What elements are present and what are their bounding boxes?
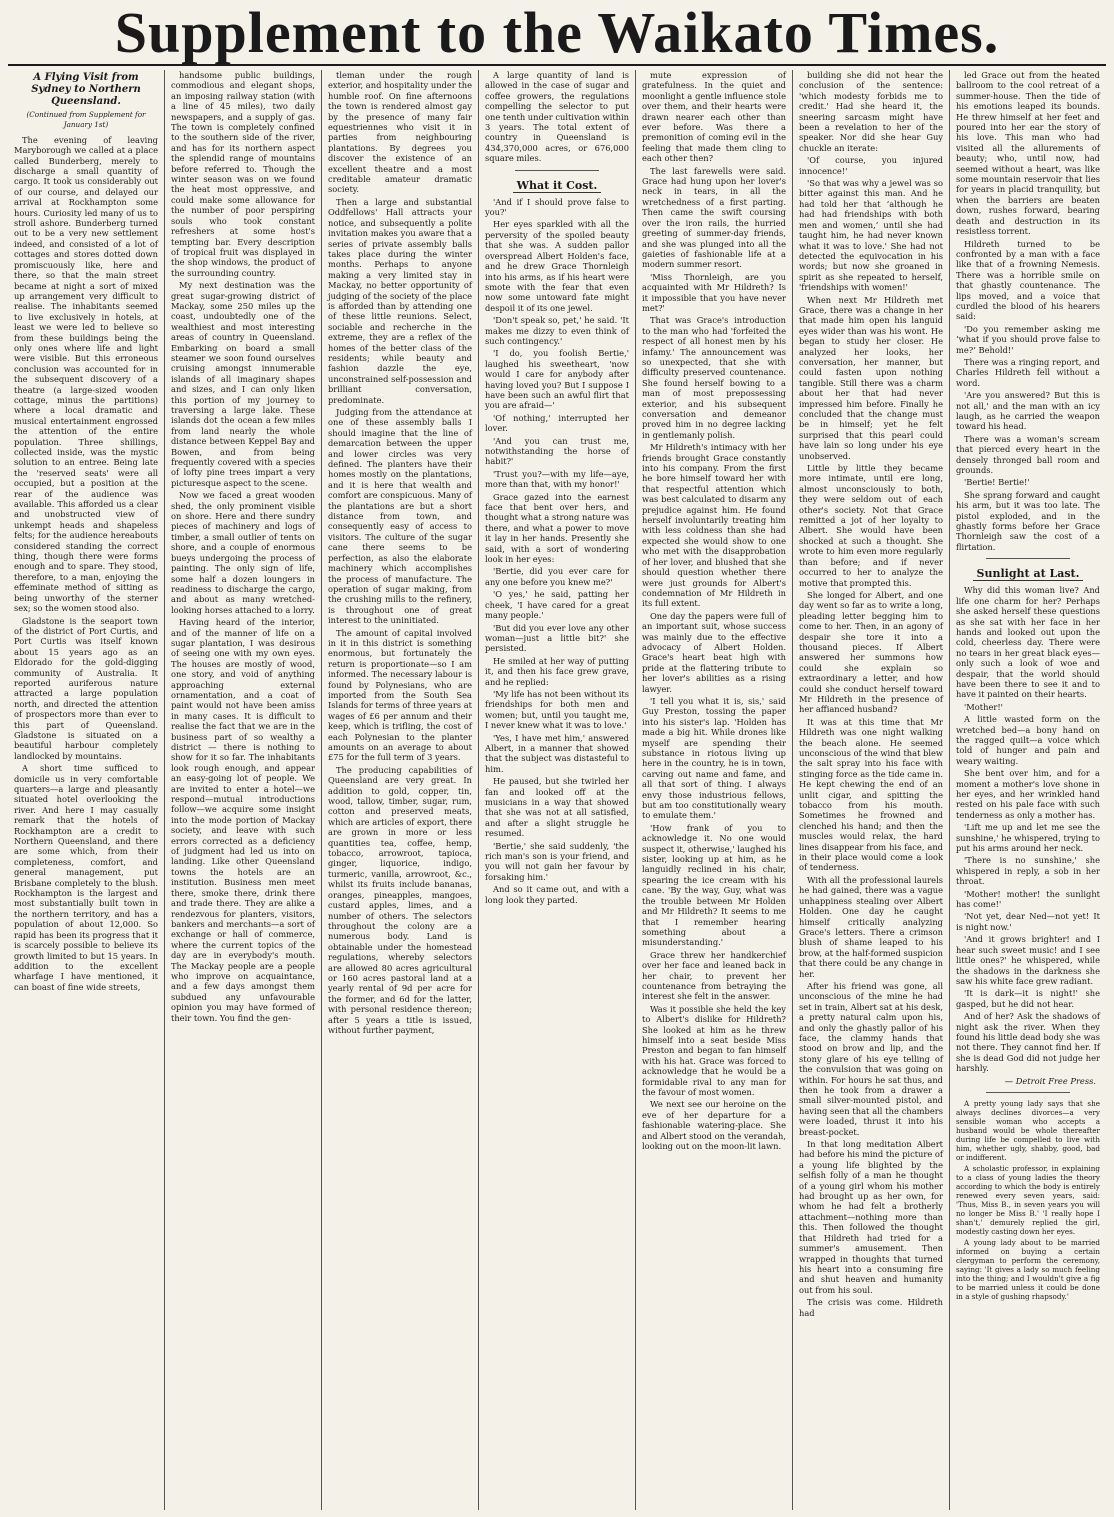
paragraph: 'Of course, you injured innocence!' (799, 155, 943, 176)
paragraph: 'Bertie,' she said suddenly, 'the rich man's son is your friend, and you will not gain her favour by forsaking him.' (485, 840, 629, 882)
paragraph: And of her? Ask the shadows of night ask the river. When they found his little dead body she was not there. They cannot find her. If she is dead God did not judge her harshly. (956, 1011, 1100, 1074)
article-body (14, 135, 158, 992)
paragraph: mute expression of gratefulness. In the quiet and moonlight a gentle influence stole over them, and their hearts were drawn nearer each other than ever before. Was there a premonition of coming evil in the feeling that made them cling to each other then? (642, 70, 786, 164)
paragraph: Why did this woman live? And life one charm for her? Perhaps she asked herself these questions as she sat with her face in her hands and looked out upon the cold, cheerless day. There were no tears in her great black eyes—only such a look of woe and despair, that the world should have been there to see it and to have it painted on their hearts. (956, 585, 1100, 700)
article-title: A Flying Visit from Sydney to Northern Queensland. (31, 72, 141, 107)
paragraph: There was a ringing report, and Charles Hildreth fell without a word. (956, 356, 1100, 388)
paragraph: 'Yes, I have met him,' answered Albert, in a manner that showed that the subject was distasteful to him. (485, 732, 629, 774)
story-body (799, 70, 943, 1318)
column-3 (321, 70, 478, 1510)
paragraph: He paused, but she twirled her fan and looked off at the musicians in a way that showed that she was not at all satisfied, and after a slight struggle he resumed. (485, 776, 629, 839)
paragraph: 'Mother! mother! the sunlight has come!' (956, 888, 1100, 910)
paragraph: When next Mr Hildreth met Grace, there was a change in her that made him open his languid eyes wider than was his wont. He began to study her closer. He analyzed her looks, her conversation, her manner, but could fasten upon nothing tangible. Still there was a charm about her that had never impressed him before. Finally he concluded that the change must be in himself; yet he felt surprised that this pearl could have lain so long under his eye unobserved. (799, 294, 943, 461)
paragraph: That was Grace's introduction to the man who had 'forfeited the respect of all honest men by his infamy.' The announcement was so unexpected, that she with difficulty preserved countenance. She found herself bowing to a man of most prepossessing exterior, and his subsequent conversation and demeanor proved him in no degree lacking in gentlemanly polish. (642, 315, 786, 440)
paragraph: handsome public buildings, commodious and elegant shops, an imposing railway station (with a line of 45 miles), two daily newspapers, and a supply of gas. The town is completely confined to the southern side of the river, and has for its northern aspect the splendid range of mountains before referred to. Though the winter season was on we found the heat most oppressive, and could make some allowance for the number of poor perspiring souls who took constant refreshers at some host's tempting bar. Every description of tropical fruit was displayed in the shop windows, the product of the surrounding country. (171, 70, 315, 278)
paragraph: 'But did you ever love any other woman—just a little bit?' she persisted. (485, 622, 629, 654)
paragraph: A pretty young lady says that she always declines divorces—a very sensible woman who accepts a husband would be whole thereafter during life be compelled to live with him, whether ugly, shabby, good, bad or indifferent. (956, 1098, 1100, 1162)
paragraph: building she did not hear the conclusion of the sentence: 'which modesty forbids me to credit.' Had she heard it, the sneering sarcasm might have been a revelation to her of the speaker. Nor did she hear Guy chuckle an iterate: (799, 70, 943, 153)
paragraph: tleman under the rough exterior, and hospitality under the humble roof. On fine afternoons the town is rendered almost gay by the presence of many fair equestriennes who visit it in parties from neighbouring plantations. By degrees you discover the existence of an excellent theatre and a most creditable amateur dramatic society. (328, 70, 472, 195)
paragraph: 'Don't speak so, pet,' he said. 'It makes me dizzy to even think of such contingency.' (485, 315, 629, 346)
paragraph: Grace threw her handkerchief over her face and leaned back in her chair, to prevent her countenance from betraying the interest she felt in the answer. (642, 949, 786, 1002)
paragraph: It was at this time that Mr Hildreth was one night walking the beach alone. He seemed unconscious of the wind that blew the salt spray into his face with stinging force as the tide came in. He kept chewing the end of an unlit cigar, and spitting the tobacco from his mouth. Sometimes he frowned and clenched his hand; and then the muscles would relax, the hard lines disappear from his face, and in their place would come a look of tenderness. (799, 716, 944, 873)
paragraph: She bent over him, and for a moment a mother's love shone in her eyes, and her wrinkled hand rested on his pale face with such tenderness as only a mother has. (956, 768, 1100, 820)
paragraph: 'Of nothing,' interrupted her lover. (485, 412, 629, 434)
article-body (171, 70, 315, 1023)
story-body (485, 197, 629, 905)
paragraph: In that long meditation Albert had before his mind the picture of a young life blighted by the selfish folly of a man he thought of a young girl whom his mother had brought up as her own, for whom he had felt a brotherly attachment—nothing more than this. Then followed the thought that Hildreth had tried for a summer's amusement. Then wrapped in thoughts that turned his heart into a consuming fire and shut heaven and humanity out from his soul. (799, 1139, 943, 1295)
article-body (328, 70, 472, 1035)
paragraph: Having heard of the interior, and of the manner of life on a sugar plantation, I was desirous of seeing one with my own eyes. The houses are mostly of wood, one story, and void of anything approaching external ornamentation, and a coat of paint would not have been amiss in many cases. It is difficult to realise the fact that we are in the business part of so wealthy a district — there is nothing to show for it so far. The inhabitants look rough enough, and appear an easy-going lot of people. We are invited to enter a hotel—we respond—mutual introductions follow—we acquire some insight into the mode portion of Mackay society, and leave with such errors corrected as a deficiency of judgment had led us into on landing. Like other Queensland towns the hotels are an institution. Business men meet there, smoke there, drink there and trade there. They are alike a rendezvous for planters, visitors, bankers and merchants—a sort of exchange or hall of commerce, where the current topics of the day are in everybody's mouth. The Mackay people are a people who improve on acquaintance, and a few days amongst them subdued any unfavourable opinion you may have formed of their town. You find the gen- (171, 617, 315, 1023)
paragraph: My next destination was the great sugar-growing district of Mackay, some 250 miles up the coast, undoubtedly one of the wealthiest and most interesting areas of country in Queensland. Embarking on board a small steamer we soon found ourselves cruising amongst innumerable islands of all imaginary shapes and sizes, and I can only liken this portion of my journey to traversing a large lake. These islands dot the ocean a few miles from land nearly the whole distance between Keppel Bay and Bowen, and from being frequently covered with a species of lofty pine trees impart a very picturesque aspect to the scene. (171, 280, 315, 488)
paragraph: Mr Hildreth's intimacy with her friends brought Grace constantly into his company. From the first he bore himself toward her with that respectful attention which was best calculated to disarm any prejudice against him. He found herself involuntarily treating him with less coldness than she had expected she would show to one who met with the disapprobation of her lover, and blushed that she should question whether there were just grounds for Albert's condemnation of Mr Hildreth in its full extent. (642, 442, 786, 609)
paragraph: 'Bertie! Bertie!' (964, 477, 1030, 488)
paragraph: The last farewells were said. Grace had hung upon her lover's neck in tears, in all the wretchedness of a first parting. Then came the swift coursing over the iron rails, the hurried greeting of summer-day friends, and she was plunged into all the gaieties of fashionable life at a modern summer resort. (642, 165, 786, 270)
paragraph: 'So that was why a jewel was so bitter against this man. And he had told her that ‘although he had had friendships with both men and women,’ until she had taught him, he had never known what it was to love.' She had not detected the equivocation in his words; but now she groaned in spirit as she repeated to herself, 'friendships with women!' (799, 178, 943, 293)
paragraph: One day the papers were full of an important suit, whose success was mainly due to the effective advocacy of Albert Holden. Grace's heart beat high with pride at the flattering tribute to her lover's abilities as a rising lawyer. (642, 610, 786, 694)
paragraph: 'Do you remember asking me ‘what if you should prove false to me?’ Behold!' (956, 323, 1100, 355)
paragraph: A scholastic professor, in explaining to a class of young ladies the theory according to which the body is entirely renewed every seven years, said: 'Thus, Miss B., in seven years you will no longer be Miss B.' 'I really hope I shan't,' demurely replied the girl, modestly casting down her eyes. (956, 1163, 1100, 1236)
paragraph: Now we faced a great wooden shed, the only prominent visible on shore. Here and there sundry pieces of machinery and logs of timber, a small outlier of tents on shore, and a couple of enormous bueys undergoing the process of painting. The only sign of life, some half a dozen loungers in readiness to discharge the cargo, and about as many wretched-looking horses attached to a lorry. (171, 490, 315, 615)
paragraph: Her eyes sparkled with all the perversity of the spoiled beauty that she was. A sudden pallor overspread Albert Holden's face, and he drew Grace Thornleigh into his arms, as if his heart were smote with the fear that even now some untoward fate might despoil it of its one jewel. (485, 219, 629, 313)
paragraph: We next see our heroine on the eve of her departure for a fashionable watering-place. She and Albert stood on the verandah, looking out on the moon-lit lawn. (642, 1099, 786, 1152)
paragraph: 'Lift me up and let me see the sunshine,' he whispered, trying to put his arms around her neck. (956, 822, 1100, 854)
paragraph: Hildreth turned to be confronted by a man with a face like that of a frowning Nemesis. There was a horrible smile on that ghastly countenance. The lips moved, and a voice that curdled the blood of his hearers said: (956, 238, 1100, 322)
paragraph: Grace gazed into the earnest face that bent over hers, and thought what a strong nature was there, and what a power to move it lay in her hands. Presently she said, with a sort of wondering look in her eyes: (485, 491, 629, 565)
source-credit: — Detroit Free Press. (1004, 1075, 1096, 1086)
column-6 (792, 70, 949, 1510)
section-divider (515, 170, 599, 171)
paragraph: Then a large and substantial Oddfellows' Hall attracts your notice, and subsequently a polite invitation makes you aware that a series of private assembly balls takes place during the winter months. Perhaps to anyone making a very limited stay in Mackay, no better opportunity of judging of the society of the place is afforded than by attending one of these little reunions. Select, sociable and recherche in the extreme, they are a reflex of the homes of the better class of the residents; while beauty and fashion dazzle the eye, unconstrained self-possession and brilliant conversation, predominate. (328, 196, 472, 405)
paragraph: The producing capabilities of Queensland are very great. In addition to gold, copper, tin, wood, tallow, timber, sugar, rum, cotton and preserved meats, which are articles of export, there are grown in more or less quantities tea, coffee, hemp, tobacco, arrowroot, tapioca, ginger, liquorice, indigo, turmeric, vanilla, arrowroot, &c., whilst its fruits include bananas, oranges, pineapples, mangoes, custard apples, limes, and a number of others. The selectors throughout the colony are a numerous body. Land is obtainable under the homestead regulations, whereby selectors are allowed 80 acres agricultural or 160 acres pastoral land at a yearly rental of 9d per acre for the former, and 6d for the latter, with personal residence thereon; after 5 years a title is issued, without further payment, (328, 764, 472, 1035)
paragraph: There was a woman's scream that pierced every heart in the densely thronged ball room and grounds. (956, 433, 1100, 476)
section-heading (485, 179, 629, 193)
column-2 (164, 70, 321, 1510)
paragraph: She sprang forward and caught his arm, but it was too late. The pistol exploded, and in the ghastly forms before her Grace Thornleigh saw the cost of a flirtation. (956, 489, 1100, 552)
paragraph: The evening of leaving Maryborough we called at a place called Bunderberg, merely to discharge a small quantity of cargo. It took us considerably out of our course, and delayed our arrival at Rockhampton some hours. Curiosity led many of us to stroll ashore. Bunderberg turned out to be a very new settlement indeed, and consisted of a lot of cottages and stores dotted down promiscuously like, here and there, so that the main street became at night a sort of mixed up arrangement very difficult to realise. The inhabitants seemed to live exclusively in hotels, at least we were led to believe so from these buildings being the only ones where life and light were visible. But this erroneous conclusion was accounted for in the subsequent discovery of a theatre (a large-sized wooden cottage, minus the partitions) where a local dramatic and musical entertainment engrossed the attention of the entire population. Three shillings, collected inside, was the mystic solution to an entree. Being late the 'reserved seats' were all occupied, but a position at the rear of the audience was available. This afforded us a clear and unobstructed view of unkempt heads and shapeless felts; for the audience hereabouts considered standing the correct thing, though there were forms enough and to spare. They stood, therefore, to a man, enjoying the effeminate method of sitting as being unworthy of the sterner sex; so the women stood also. (14, 134, 158, 614)
paragraph: 'There is no sunshine,' she whispered in reply, a sob in her throat. (956, 855, 1100, 887)
paragraph: Gladstone is the seaport town of the district of Port Curtis, and Port Curtis was itself known about 15 years ago as an Eldorado for the gold-digging community of Australia. It reported auriferous nature attracted a large population north, and directed the attention of prospectors more than ever to this part of Queensland. Gladstone is situated on a beautiful harbour completely landlocked by mountains. (14, 615, 158, 761)
paragraph: With all the professional laurels he had gained, there was a vague unhappiness stealing over Albert Holden. One day he caught himself critically analyzing Grace's letters. There a crimson blush of shame leaped to his brow, at the half-formed suspicion that there could be any change in her. (799, 874, 943, 979)
paragraph: The amount of capital involved in it in this district is something enormous, but fortunately the return is proportionate—so I am informed. The necessary labour is found by Polynesians, who are imported from the South Sea Islands for terms of three years at wages of £6 per annum and their keep, which is trifling, the cost of each Polynesian to the planter amounts on an average to about £75 for the full term of 3 years. (328, 627, 472, 763)
section-divider (986, 558, 1070, 559)
section-heading-text: What it Cost. (513, 179, 602, 193)
paragraph: Little by little they became more intimate, until ere long, almost unconsciously to both, they were seldom out of each other's society. Not that Grace remitted a jot of her loyalty to Albert. She would have been shocked at such a thought. She wrote to him even more regularly than before; and if never occurred to her to analyze the motive that prompted this. (799, 463, 943, 588)
paragraph: 'And if I should prove false to you?' (485, 196, 629, 218)
paragraph: 'I do, you foolish Bertie,' laughed his sweetheart, 'now would I care for anybody after having loved you? But I suppose I have been such an awful flirt that you are afraid—' (485, 348, 629, 411)
masthead: Supplement to the Waikato Times. (8, 0, 1106, 66)
paragraph: 'It is dark—it is night!' she gasped, but he did not hear. (956, 988, 1100, 1009)
paragraph: A short time sufficed to domicile us in very comfortable quarters—a large and pleasantly situated hotel overlooking the river. And here I may casually remark that the hotels of Rockhampton are a credit to Northern Queensland, and there are some which, from their completeness, comfort, and general management, put Brisbane completely to the blush. Rockhampton is the largest and most substantially built town in the northern territory, and has a population of about 12,000. So rapid has been its progress that it is scarcely possible to believe its growth limited to but 15 years. In addition to the excellent wharfage I have mentioned, it can boast of fine wide streets, (14, 763, 158, 992)
paragraph: 'And it grows brighter! and I hear such sweet music! and I see little ones?' he whispered, while the shadows in the darkness she saw his white face grew radiant. (956, 934, 1100, 986)
section-heading-text: Sunlight at Last. (973, 567, 1084, 581)
paragraph: 'Mother!' (964, 701, 1003, 712)
story-body (642, 70, 786, 1151)
paragraph: A large quantity of land is allowed in the case of sugar and coffee growers, the regulations compelling the selector to put one tenth under cultivation within 3 years. The total extent of country in Queensland is 434,370,000 acres, or 676,000 square miles. (485, 70, 629, 164)
column-4 (478, 70, 635, 1510)
paragraph: 'Are you answered? But this is not all,' and the man with an icy laugh, as he carried the weapon toward his head. (956, 390, 1100, 432)
paragraph: 'Trust you?—with my life—aye, more than that, with my honor!' (485, 468, 629, 490)
paragraph: 'Not yet, dear Ned—not yet! It is night now.' (956, 911, 1100, 932)
paragraph: 'And you can trust me, notwithstanding the horse of habit?' (485, 435, 629, 467)
column-7 (949, 70, 1106, 1510)
paragraph: A young lady about to be married informed on buying a certain clergyman to perform the ceremony, saying: 'It gives a lady so much feeling into the thing; and I wouldn't give a fig to be married unless it could be done in a style of gushing rhapsody.' (956, 1237, 1100, 1301)
paragraph: He smiled at her way of putting it, and then his face grew grave, and he replied: (485, 655, 629, 687)
column-1 (8, 70, 164, 1510)
paragraph: And so it came out, and with a long look they parted. (485, 884, 629, 905)
paragraph: 'Bertie, did you ever care for any one before you knew me?' (485, 566, 629, 587)
paragraph: After his friend was gone, all unconscious of the mine he had set in train, Albert sat at his desk, a pretty natural calm upon his, and only the ghastly pallor of his face, the clammy hands that stood on brow and lip, and the stony glare of his eye telling of the convulsion that was going on within. For hours he sat thus, and then he took from a drawer a small silver-mounted pistol, and having seen that all the chambers were loaded, thrust it into his breast-pocket. (799, 980, 943, 1137)
continued-note: (Continued from Supplement for January 1st) (26, 110, 146, 130)
paragraph: Judging from the attendance at one of these assembly balls I should imagine that the line of demarcation between the upper and lower circles was very defined. The planters have their homes mostly on the plantations, and it is here that wealth and comfort are conspicuous. Many of the plantations are but a short distance from town, and consequently easy of access to visitors. The culture of the sugar cane there seems to be perfection, as also the elaborate machinery which accomplishes the process of manufacture. The operation of sugar making, from the crushing mills to the refinery, is throughout one of great interest to the uninitiated. (328, 407, 472, 626)
paragraph: The crisis was come. Hildreth had (799, 1297, 943, 1318)
section-divider (986, 1092, 1070, 1093)
notes-body (956, 1099, 1100, 1301)
paragraph: 'How frank of you to acknowledge it. No one would suspect it, otherwise,' laughed his sister, looking up at him, as he languidly reclined in his chair, spearing the ice cream with his cane. 'By the way, Guy, what was the trouble between Mr Holden and Mr Hildreth? It seems to me that I remember hearing something about a misunderstanding.' (642, 822, 786, 948)
paragraph: 'My life has not been without its friendships for both men and women; but, until you taught me, I never knew what it was to love.' (485, 688, 629, 731)
article-body (485, 70, 629, 164)
paragraph: Was it possible she held the key to Albert's dislike for Hildreth? She looked at him as he threw himself into a seat beside Miss Preston and began to fan himself with his hat. Grace was forced to acknowledge that he would be a formidable rival to any man for the favour of most women. (642, 1003, 786, 1097)
section-heading (956, 567, 1100, 581)
paragraph: 'O yes,' he said, patting her cheek, 'I have cared for a great many people.' (485, 589, 629, 621)
paragraph: 'I tell you what it is, sis,' said Guy Preston, tossing the paper into his sister's lap. 'Holden has made a big hit. While drones like myself are spending their substance in riotous living up here in the country, he is in town, carving out name and fame, and all that sort of thing. I always envy those industrious fellows, but am too constitutionally weary to emulate them.' (642, 695, 786, 821)
paragraph: She longed for Albert, and one day went so far as to write a long, pleading letter begging him to come to her. Then, in an agony of despair she tore it into a thousand pieces. If Albert answered her summons how could she explain so extraordinary a letter, and how could she conduct herself toward Mr Hildreth in the presence of her affianced husband? (799, 589, 943, 715)
story-body (956, 70, 1100, 552)
paragraph: A little wasted form on the wretched bed—a bony hand on the ragged quilt—a voice which told of hunger and pain and weary waiting. (956, 714, 1100, 766)
paragraph: 'Miss Thornleigh, are you acquainted with Mr Hildreth? Is it impossible that you have never met?' (642, 271, 786, 313)
story-body (956, 585, 1100, 1073)
columns (8, 70, 1106, 1510)
paragraph: led Grace out from the heated ballroom to the cool retreat of a summer-house. Then the tide of his emotions leaped its bounds. He threw himself at her feet and poured into her ear the story of his love. This man who had visited all the allurements of beauty; who, until now, had seemed without a heart, was like some mountain reservoir that lies for years in placid tranquility, but when the barriers are beaten down, rushes forward, bearing death and destruction in its resistless torrent. (956, 70, 1100, 237)
column-5 (635, 70, 792, 1510)
